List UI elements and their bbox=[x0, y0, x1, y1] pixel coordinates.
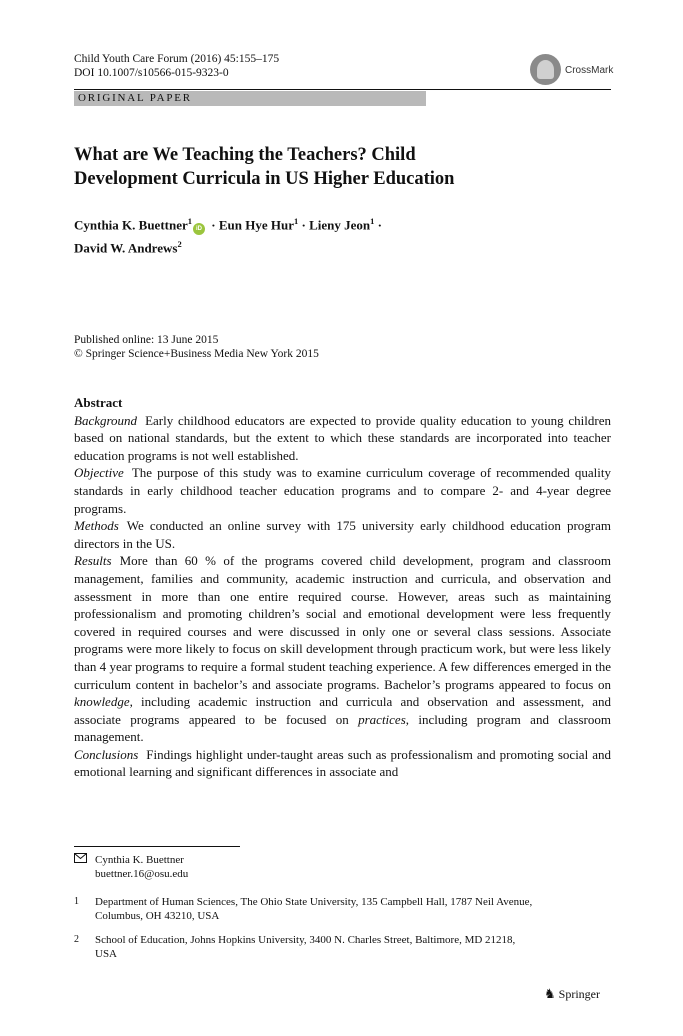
author-affiliation: 1 bbox=[187, 216, 192, 226]
envelope-icon bbox=[74, 853, 87, 868]
results-emphasis: knowledge, bbox=[74, 694, 133, 710]
paper-type-label: ORIGINAL PAPER bbox=[78, 92, 192, 104]
contact-name: Cynthia K. Buettner bbox=[95, 854, 184, 866]
title-line-2: Development Curricula in US Higher Education bbox=[74, 169, 455, 189]
article-title bbox=[74, 143, 594, 191]
author-affiliation: 2 bbox=[177, 239, 182, 250]
crossmark-label: CrossMark bbox=[565, 65, 614, 76]
abstract-heading: Abstract bbox=[74, 395, 123, 410]
author-affiliation: 1 bbox=[370, 216, 375, 226]
author-affiliation: 1 bbox=[293, 216, 299, 226]
conclusions-text: Findings highlight under-taught areas such as professionalism and promoting social and emotional learning and significant differences in associate and bbox=[74, 746, 611, 780]
publisher-logo bbox=[544, 986, 600, 1002]
abstract-objective bbox=[74, 464, 611, 517]
title-line-1: What are We Teaching the Teachers? Child bbox=[74, 145, 416, 165]
affiliation-mark: 2 bbox=[74, 934, 79, 945]
objective-label: Objective bbox=[74, 465, 124, 481]
results-text: More than 60 % of the programs covered child development, program and classroom management, families and community, academic instruction and curricula, and observation and assessment in more than one entire required course. However, areas such as maintaining professionalism and promoting children’s social and emotional development were less frequently covered in required courses and were discussed in only one or several class sessions. Associate programs were more likely to focus on skill development through practicum work, but were less likely than 4 year programs to require a formal student teaching experience. A few differences emerged in the curriculum content in bachelor’s and associate programs. Bachelor’s programs appeared to focus on bbox=[74, 553, 611, 692]
copyright-line: © Springer Science+Business Media New York 2015 bbox=[74, 348, 319, 360]
methods-text: We conducted an online survey with 175 university early childhood education program directors in the US. bbox=[74, 518, 611, 551]
published-date: Published online: 13 June 2015 bbox=[74, 334, 219, 346]
springer-horse-icon: ♞ bbox=[544, 986, 556, 1001]
orcid-icon[interactable]: iD bbox=[193, 223, 205, 235]
affiliation-line: Columbus, OH 43210, USA bbox=[95, 910, 220, 922]
paper-type-banner bbox=[74, 91, 426, 106]
header-rule bbox=[74, 89, 611, 90]
author-list: Cynthia K. Buettner$^1$iD · Eun Hye Hur$^1$ · Lieny Jeon$^1$ · David W. Andrews$^2$ bbox=[74, 216, 382, 256]
doi-line[interactable]: DOI 10.1007/s10566-015-9323-0 bbox=[74, 67, 229, 79]
abstract-section bbox=[74, 394, 611, 781]
author-name[interactable]: Eun Hye Hur bbox=[218, 217, 294, 233]
contact-email[interactable]: buettner.16@osu.edu bbox=[95, 868, 189, 880]
results-text: , including program and classroom management. bbox=[74, 711, 611, 745]
crossmark-icon bbox=[530, 54, 561, 85]
conclusions-label: Conclusions bbox=[74, 746, 139, 762]
journal-line: Child Youth Care Forum (2016) 45:155–175 bbox=[74, 53, 280, 65]
footnote-rule bbox=[74, 846, 240, 847]
objective-text: The purpose of this study was to examine curriculum coverage of recommended quality standards in early childhood teacher education programs and to compare 2- and 4-year degree programs. bbox=[74, 465, 611, 516]
abstract-results bbox=[74, 552, 611, 746]
affiliation-line: Department of Human Sciences, The Ohio State University, 135 Campbell Hall, 1787 Neil Avenue, bbox=[95, 896, 533, 908]
publication-info bbox=[74, 333, 319, 361]
results-text: including academic instruction and curricula and observation and assessment, and associate programs appeared to be focused on bbox=[74, 694, 612, 727]
background-text: Early childhood educators are expected to provide quality education to young children based on national standards, but the extent to which these standards are incorporated into teacher education programs is not well established. bbox=[74, 412, 611, 463]
crossmark-badge[interactable] bbox=[530, 52, 620, 88]
background-label: Background bbox=[74, 412, 138, 428]
affiliation-line: USA bbox=[95, 948, 118, 960]
author-name[interactable]: Lieny Jeon bbox=[309, 217, 371, 233]
methods-label: Methods bbox=[74, 518, 119, 534]
affiliation-mark: 1 bbox=[74, 896, 79, 907]
author-name[interactable]: David W. Andrews bbox=[74, 240, 178, 256]
abstract-conclusions bbox=[74, 746, 611, 781]
journal-citation bbox=[74, 52, 279, 80]
results-label: Results bbox=[74, 553, 112, 569]
results-emphasis: practices bbox=[358, 711, 406, 727]
publisher-name: Springer bbox=[558, 987, 600, 1001]
abstract-methods bbox=[74, 517, 611, 552]
abstract-background bbox=[74, 412, 611, 465]
affiliation-line: School of Education, Johns Hopkins University, 3400 N. Charles Street, Baltimore, MD 21218, bbox=[95, 934, 516, 946]
author-name[interactable]: Cynthia K. Buettner bbox=[74, 217, 188, 233]
